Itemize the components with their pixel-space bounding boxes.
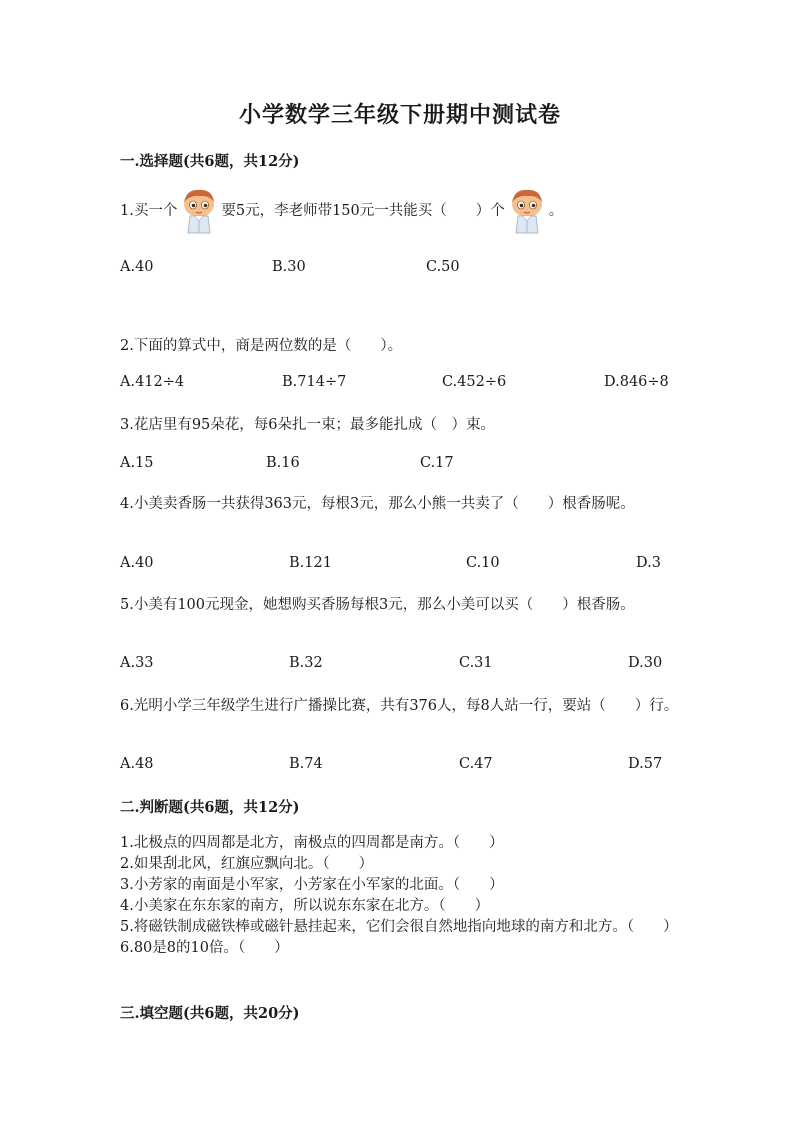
question-1-options [120, 259, 680, 281]
question-1-text-end: 。 [548, 203, 564, 219]
option-d: D.846÷8 [604, 374, 669, 390]
judge-item-4: 4.小美家在东东家的南方，所以说东东家在北方。（ ） [120, 898, 490, 914]
option-a: A.40 [120, 555, 154, 571]
question-3-options [120, 455, 680, 477]
judge-item-1: 1.北极点的四周都是北方，南极点的四周都是南方。（ ） [120, 835, 504, 851]
question-5: 5.小美有100元现金，她想购买香肠每根3元，那么小美可以买（ ）根香肠。 [120, 597, 635, 613]
option-b: B.32 [289, 655, 323, 671]
option-c: C.17 [420, 455, 454, 471]
section-heading-fill: 三.填空题(共6题，共20分) [120, 1005, 300, 1022]
question-2-options [120, 374, 680, 396]
option-a: A.40 [120, 259, 154, 275]
option-b: B.30 [272, 259, 306, 275]
option-a: A.48 [120, 756, 154, 772]
option-b: B.16 [266, 455, 300, 471]
question-5-options [120, 655, 680, 677]
question-4: 4.小美卖香肠一共获得363元，每根3元，那么小熊一共卖了（ ）根香肠呢。 [120, 496, 635, 512]
option-b: B.74 [289, 756, 323, 772]
cartoon-boy-image [181, 188, 217, 234]
question-1-text-start: 1.买一个 [120, 203, 178, 219]
option-a: A.15 [120, 455, 154, 471]
page-title: 小学数学三年级下册期中测试卷 [238, 102, 561, 128]
section-heading-judge: 二.判断题(共6题，共12分) [120, 799, 300, 816]
option-d: D.30 [628, 655, 663, 671]
option-c: C.452÷6 [442, 374, 507, 390]
question-6: 6.光明小学三年级学生进行广播操比赛，共有376人，每8人站一行，要站（ ）行。 [120, 698, 679, 714]
option-c: C.50 [426, 259, 460, 275]
option-c: C.10 [466, 555, 500, 571]
option-b: B.121 [289, 555, 332, 571]
judge-item-2: 2.如果刮北风，红旗应飘向北。（ ） [120, 856, 374, 872]
option-d: D.3 [636, 555, 661, 571]
option-c: C.31 [459, 655, 493, 671]
question-6-options [120, 756, 680, 778]
judge-item-6: 6.80是8的10倍。（ ） [120, 940, 289, 956]
option-c: C.47 [459, 756, 493, 772]
question-2: 2.下面的算式中，商是两位数的是（ ）。 [120, 338, 403, 354]
judge-list [120, 833, 680, 959]
question-3: 3.花店里有95朵花，每6朵扎一束；最多能扎成（ ）束。 [120, 417, 496, 433]
cartoon-boy-image [509, 188, 545, 234]
question-4-options [120, 555, 680, 577]
option-a: A.33 [120, 655, 154, 671]
option-b: B.714÷7 [282, 374, 347, 390]
section-heading-choice: 一.选择题(共6题，共12分) [120, 153, 300, 170]
option-a: A.412÷4 [120, 374, 185, 390]
question-1 [120, 188, 680, 234]
option-d: D.57 [628, 756, 663, 772]
judge-item-3: 3.小芳家的南面是小军家，小芳家在小军家的北面。（ ） [120, 877, 504, 893]
question-1-text-middle: 要5元，李老师带150元一共能买（ ）个 [221, 203, 505, 219]
judge-item-5: 5.将磁铁制成磁铁棒或磁针悬挂起来，它们会很自然地指向地球的南方和北方。（ ） [120, 919, 678, 935]
